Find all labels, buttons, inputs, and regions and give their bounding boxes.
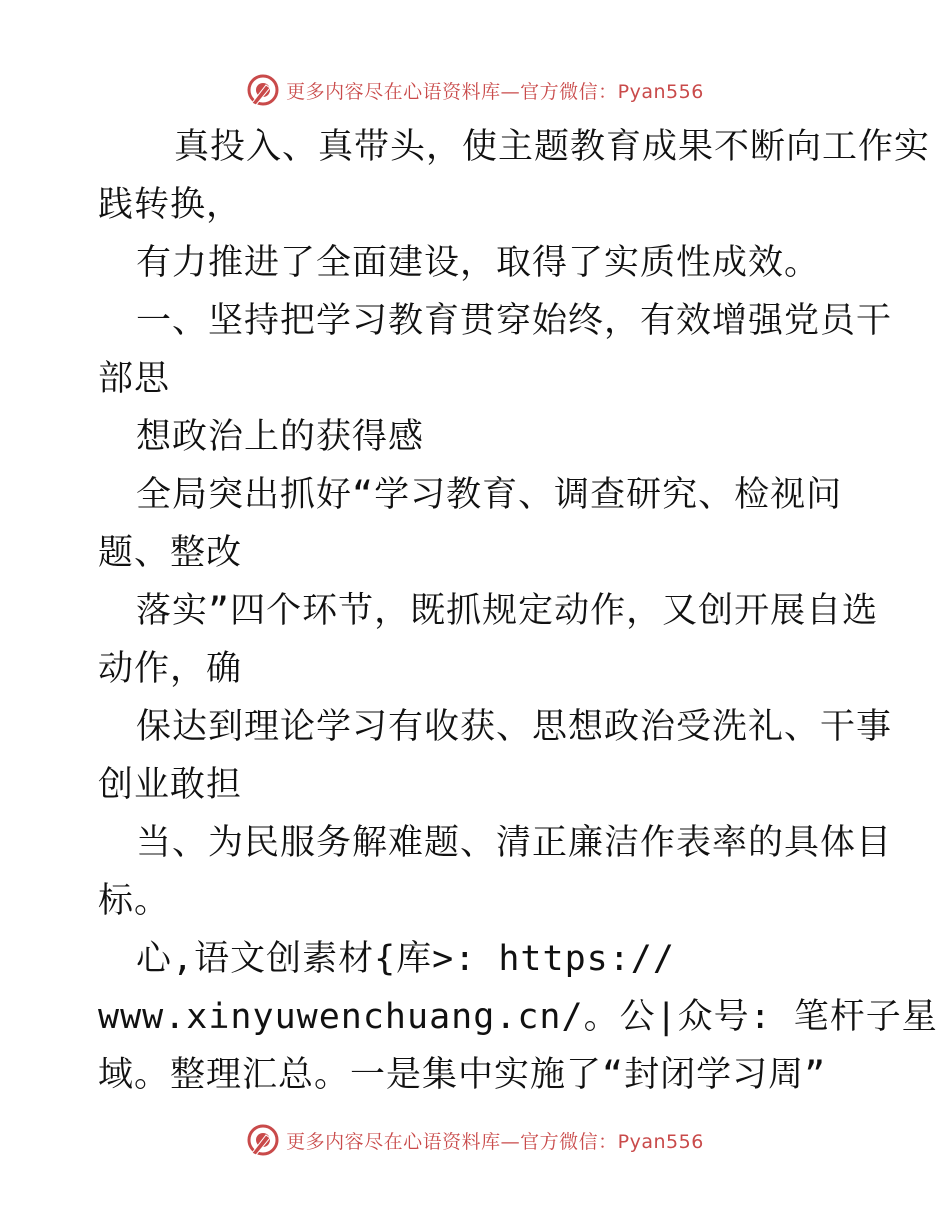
header-banner-text: 更多内容尽在心语资料库—官方微信：Pyan556 xyxy=(286,80,704,103)
pen-logo-icon xyxy=(246,73,280,107)
body-line: 创业敢担 xyxy=(98,765,243,805)
body-line: 落实”四个环节，既抓规定动作，又创开展自选 xyxy=(136,591,879,631)
body-line: 保达到理论学习有收获、思想政治受洗礼、干事 xyxy=(136,707,893,747)
body-line: 当、为民服务解难题、清正廉洁作表率的具体目 xyxy=(136,823,893,863)
body-line: www.xinyuwenchuang.cn/。公|众号: 笔杆子星 xyxy=(98,997,938,1037)
body-line: 全局突出抓好“学习教育、调查研究、检视问 xyxy=(136,475,843,515)
body-line: 域。整理汇总。一是集中实施了“封闭学习周” xyxy=(98,1055,827,1095)
body-line: 题、整改 xyxy=(98,533,243,573)
footer-banner-text: 更多内容尽在心语资料库—官方微信：Pyan556 xyxy=(286,1130,704,1153)
header-banner xyxy=(0,70,950,110)
body-line: 标。 xyxy=(98,881,171,921)
body-line: 想政治上的获得感 xyxy=(136,417,425,457)
body-line: 动作，确 xyxy=(98,649,243,689)
body-line: 践转换， xyxy=(98,185,243,225)
body-line: 心,语文创素材{库>: https:// xyxy=(136,939,675,979)
document-body xyxy=(98,118,938,1104)
body-line: 有力推进了全面建设，取得了实质性成效。 xyxy=(136,243,821,283)
body-line: 一、坚持把学习教育贯穿始终，有效增强党员干 xyxy=(136,301,893,341)
footer-banner xyxy=(0,1120,950,1160)
body-line: 部思 xyxy=(98,359,171,399)
pen-logo-icon xyxy=(246,1123,280,1157)
body-line: 真投入、真带头，使主题教育成果不断向工作实 xyxy=(174,127,931,167)
